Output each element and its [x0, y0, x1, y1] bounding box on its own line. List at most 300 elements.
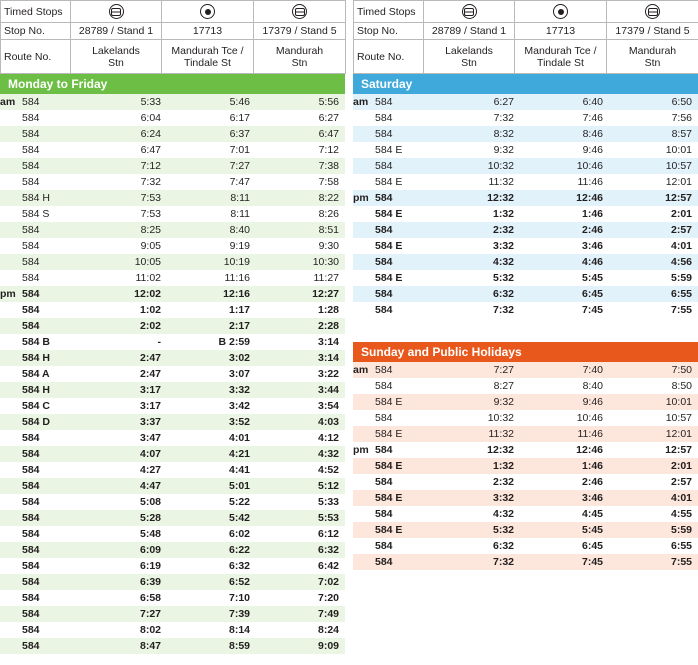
time-cell-1: 5:32	[431, 522, 520, 538]
ampm-cell	[0, 158, 22, 174]
ampm-cell: am	[353, 362, 375, 378]
stop-name-3: Mandurah Stn	[254, 40, 346, 74]
ampm-cell: pm	[353, 442, 375, 458]
route-number-cell: 584	[375, 190, 431, 206]
time-cell-2: 12:46	[520, 442, 609, 458]
stop-icon-cell-1	[71, 1, 162, 23]
route-number-cell: 584	[22, 110, 78, 126]
ampm-cell: pm	[353, 190, 375, 206]
route-number-cell: 584 E	[375, 426, 431, 442]
route-number-cell: 584	[22, 590, 78, 606]
ampm-cell	[0, 126, 22, 142]
ampm-cell	[353, 474, 375, 490]
stop-no-2: 17713	[162, 23, 254, 40]
timetable-row	[0, 158, 345, 174]
time-cell-3: 7:20	[256, 590, 345, 606]
time-cell-1: 2:32	[431, 474, 520, 490]
route-number-cell: 584 H	[22, 350, 78, 366]
time-cell-1: 5:33	[78, 94, 167, 110]
time-cell-2: 4:01	[167, 430, 256, 446]
timetable-row	[353, 206, 698, 222]
ampm-cell	[0, 574, 22, 590]
stop-no-2: 17713	[515, 23, 607, 40]
time-cell-3: 12:01	[609, 426, 698, 442]
stop-icon-cell-2	[162, 1, 254, 23]
time-cell-3: 9:09	[256, 638, 345, 654]
ampm-cell	[0, 542, 22, 558]
time-cell-2: 3:07	[167, 366, 256, 382]
timetable-row	[353, 394, 698, 410]
route-number-cell: 584	[22, 462, 78, 478]
time-cell-3: 8:51	[256, 222, 345, 238]
timetable-row	[0, 142, 345, 158]
stop-icon-cell-2	[515, 1, 607, 23]
route-no-label: Route No.	[1, 40, 71, 74]
ampm-cell	[353, 270, 375, 286]
time-cell-1: 7:32	[431, 554, 520, 570]
timetable-row	[353, 554, 698, 570]
time-cell-3: 12:57	[609, 442, 698, 458]
route-number-cell: 584 C	[22, 398, 78, 414]
time-cell-2: 1:17	[167, 302, 256, 318]
timetable-row	[0, 526, 345, 542]
time-cell-3: 8:22	[256, 190, 345, 206]
time-cell-2: 7:27	[167, 158, 256, 174]
time-cell-1: 10:32	[431, 410, 520, 426]
route-number-cell: 584 H	[22, 382, 78, 398]
timetable-row	[353, 426, 698, 442]
time-cell-1: 6:24	[78, 126, 167, 142]
time-cell-1: 1:32	[431, 458, 520, 474]
time-cell-2: 3:42	[167, 398, 256, 414]
time-cell-3: 6:55	[609, 286, 698, 302]
ampm-cell	[0, 334, 22, 350]
ampm-cell	[0, 174, 22, 190]
time-cell-3: 4:03	[256, 414, 345, 430]
time-cell-3: 12:01	[609, 174, 698, 190]
time-cell-3: 4:12	[256, 430, 345, 446]
timetable-row	[0, 174, 345, 190]
timetable-row	[353, 190, 698, 206]
time-cell-2: 7:46	[520, 110, 609, 126]
time-cell-2: 11:16	[167, 270, 256, 286]
time-cell-2: 6:17	[167, 110, 256, 126]
time-cell-3: 6:50	[609, 94, 698, 110]
time-cell-3: 5:59	[609, 270, 698, 286]
timetable-row	[353, 458, 698, 474]
route-number-cell: 584	[375, 158, 431, 174]
time-cell-2: 1:46	[520, 458, 609, 474]
route-number-cell: 584	[22, 494, 78, 510]
time-cell-3: 2:01	[609, 206, 698, 222]
time-cell-1: 2:47	[78, 350, 167, 366]
ampm-cell	[353, 126, 375, 142]
timetable-row	[353, 222, 698, 238]
route-number-cell: 584	[22, 478, 78, 494]
route-number-cell: 584	[22, 638, 78, 654]
ampm-cell	[353, 378, 375, 394]
time-cell-2: 6:40	[520, 94, 609, 110]
time-cell-1: 9:32	[431, 142, 520, 158]
route-number-cell: 584 E	[375, 270, 431, 286]
time-cell-1: 6:47	[78, 142, 167, 158]
route-number-cell: 584	[22, 270, 78, 286]
timetable-row	[0, 382, 345, 398]
ampm-cell	[353, 206, 375, 222]
timetable-row	[0, 110, 345, 126]
time-cell-3: 12:57	[609, 190, 698, 206]
ampm-cell	[0, 398, 22, 414]
route-number-cell: 584 E	[375, 142, 431, 158]
time-cell-2: 7:39	[167, 606, 256, 622]
route-number-cell: 584	[375, 506, 431, 522]
timetable-row	[353, 94, 698, 110]
time-cell-1: 5:32	[431, 270, 520, 286]
route-number-cell: 584	[22, 286, 78, 302]
timetable-row	[353, 538, 698, 554]
route-number-cell: 584	[375, 538, 431, 554]
timetable-row	[353, 158, 698, 174]
route-number-cell: 584 S	[22, 206, 78, 222]
time-cell-3: 4:32	[256, 446, 345, 462]
time-cell-3: 6:32	[256, 542, 345, 558]
route-number-cell: 584	[22, 142, 78, 158]
stop-icon-cell-1	[424, 1, 515, 23]
timetable-row	[353, 254, 698, 270]
ampm-cell	[353, 426, 375, 442]
route-number-cell: 584 E	[375, 206, 431, 222]
time-cell-1: 10:05	[78, 254, 167, 270]
time-cell-3: 7:55	[609, 554, 698, 570]
time-cell-1: 6:04	[78, 110, 167, 126]
weekday-timetable	[0, 94, 345, 654]
ampm-cell	[353, 286, 375, 302]
ampm-cell	[353, 158, 375, 174]
time-cell-3: 12:27	[256, 286, 345, 302]
time-cell-1: 7:53	[78, 190, 167, 206]
time-cell-2: 10:46	[520, 158, 609, 174]
time-cell-3: 8:26	[256, 206, 345, 222]
time-cell-3: 6:55	[609, 538, 698, 554]
timetable-row	[353, 522, 698, 538]
time-cell-1: 4:27	[78, 462, 167, 478]
time-cell-3: 5:53	[256, 510, 345, 526]
time-cell-2: 7:47	[167, 174, 256, 190]
bus-station-icon	[645, 4, 660, 19]
ampm-cell	[353, 522, 375, 538]
time-cell-1: 3:37	[78, 414, 167, 430]
timetable-row	[0, 126, 345, 142]
timetable-row	[353, 490, 698, 506]
time-cell-1: 5:28	[78, 510, 167, 526]
ampm-cell	[353, 142, 375, 158]
route-number-cell: 584	[22, 222, 78, 238]
time-cell-2: 9:46	[520, 142, 609, 158]
time-cell-1: 7:27	[78, 606, 167, 622]
time-cell-1: 2:02	[78, 318, 167, 334]
time-cell-1: 4:47	[78, 478, 167, 494]
route-number-cell: 584	[375, 94, 431, 110]
stop-no-1: 28789 / Stand 1	[71, 23, 162, 40]
time-cell-3: 8:24	[256, 622, 345, 638]
ampm-cell: am	[353, 94, 375, 110]
timetable-row	[0, 622, 345, 638]
time-cell-2: 4:21	[167, 446, 256, 462]
time-cell-1: 8:32	[431, 126, 520, 142]
time-cell-1: 3:17	[78, 382, 167, 398]
time-cell-3: 1:28	[256, 302, 345, 318]
route-number-cell: 584	[22, 254, 78, 270]
time-cell-3: 4:56	[609, 254, 698, 270]
time-cell-3: 6:27	[256, 110, 345, 126]
route-number-cell: 584	[22, 446, 78, 462]
time-cell-2: 12:16	[167, 286, 256, 302]
time-cell-3: 2:28	[256, 318, 345, 334]
ampm-cell	[0, 318, 22, 334]
timetable-row	[0, 302, 345, 318]
time-cell-3: 3:22	[256, 366, 345, 382]
ampm-cell	[353, 302, 375, 318]
ampm-cell	[353, 254, 375, 270]
ampm-cell	[353, 394, 375, 410]
route-number-cell: 584 E	[375, 174, 431, 190]
ampm-cell	[353, 410, 375, 426]
time-cell-3: 5:59	[609, 522, 698, 538]
time-cell-2: 8:40	[167, 222, 256, 238]
time-cell-1: 3:32	[431, 490, 520, 506]
time-cell-1: 6:39	[78, 574, 167, 590]
ampm-cell	[0, 510, 22, 526]
timetable-row	[0, 574, 345, 590]
stop-name-1: Lakelands Stn	[424, 40, 515, 74]
time-cell-2: 8:40	[520, 378, 609, 394]
timetable-row	[353, 174, 698, 190]
route-number-cell: 584	[22, 158, 78, 174]
time-cell-3: 4:55	[609, 506, 698, 522]
route-number-cell: 584	[22, 510, 78, 526]
time-cell-1: 6:19	[78, 558, 167, 574]
route-number-cell: 584	[375, 126, 431, 142]
time-cell-3: 2:57	[609, 474, 698, 490]
route-number-cell: 584	[375, 302, 431, 318]
header-table-left	[0, 0, 346, 74]
time-cell-2: 8:14	[167, 622, 256, 638]
time-cell-2: 4:46	[520, 254, 609, 270]
weekend-column	[353, 0, 698, 570]
time-cell-1: 8:25	[78, 222, 167, 238]
time-cell-1: 5:08	[78, 494, 167, 510]
route-number-cell: 584	[375, 286, 431, 302]
timetable-row	[0, 558, 345, 574]
time-cell-3: 3:44	[256, 382, 345, 398]
timetable-row	[0, 94, 345, 110]
time-cell-2: 6:45	[520, 538, 609, 554]
ampm-cell	[0, 222, 22, 238]
ampm-cell	[0, 526, 22, 542]
header-table-right	[353, 0, 698, 74]
route-number-cell: 584	[22, 302, 78, 318]
time-cell-2: 5:45	[520, 270, 609, 286]
route-number-cell: 584	[22, 174, 78, 190]
time-cell-1: 7:32	[431, 110, 520, 126]
time-cell-2: 9:19	[167, 238, 256, 254]
timetable-row	[0, 222, 345, 238]
timetable-row	[353, 474, 698, 490]
ampm-cell	[353, 174, 375, 190]
time-cell-3: 7:50	[609, 362, 698, 378]
time-cell-2: 8:11	[167, 190, 256, 206]
timetable-row	[0, 318, 345, 334]
time-cell-2: 6:22	[167, 542, 256, 558]
route-number-cell: 584	[22, 542, 78, 558]
timetable-row	[0, 542, 345, 558]
time-cell-2: 5:46	[167, 94, 256, 110]
ampm-cell	[353, 506, 375, 522]
time-cell-3: 6:47	[256, 126, 345, 142]
timed-stops-label: Timed Stops	[1, 1, 71, 23]
timetable-row	[0, 286, 345, 302]
ampm-cell	[0, 110, 22, 126]
time-cell-2: 8:59	[167, 638, 256, 654]
timetable-row	[0, 414, 345, 430]
section-spacer	[353, 318, 698, 342]
time-cell-1: 7:53	[78, 206, 167, 222]
ampm-cell: am	[0, 94, 22, 110]
timetable-row	[0, 430, 345, 446]
timetable-row	[353, 238, 698, 254]
time-cell-1: 3:17	[78, 398, 167, 414]
time-cell-2: 7:10	[167, 590, 256, 606]
timetable-row	[0, 590, 345, 606]
ampm-cell	[0, 270, 22, 286]
time-cell-3: 7:55	[609, 302, 698, 318]
time-cell-1: 5:48	[78, 526, 167, 542]
ampm-cell	[353, 222, 375, 238]
ampm-cell	[0, 350, 22, 366]
time-cell-2: 5:42	[167, 510, 256, 526]
route-number-cell: 584	[375, 362, 431, 378]
route-number-cell: 584	[22, 318, 78, 334]
ampm-cell	[353, 110, 375, 126]
route-number-cell: 584	[22, 430, 78, 446]
time-cell-3: 9:30	[256, 238, 345, 254]
timetable-row	[0, 206, 345, 222]
ampm-cell	[353, 538, 375, 554]
timetable-row	[0, 238, 345, 254]
route-number-cell: 584	[375, 410, 431, 426]
time-cell-2: 12:46	[520, 190, 609, 206]
saturday-timetable	[353, 94, 698, 318]
time-cell-2: B 2:59	[167, 334, 256, 350]
time-cell-1: 8:27	[431, 378, 520, 394]
timetable-row	[0, 334, 345, 350]
timetable-row	[353, 126, 698, 142]
time-cell-1: 12:32	[431, 442, 520, 458]
time-cell-2: 3:32	[167, 382, 256, 398]
timetable-row	[353, 506, 698, 522]
time-cell-1: 1:32	[431, 206, 520, 222]
time-cell-3: 7:02	[256, 574, 345, 590]
time-cell-2: 8:46	[520, 126, 609, 142]
time-cell-1: 7:32	[431, 302, 520, 318]
ampm-cell: pm	[0, 286, 22, 302]
route-number-cell: 584	[375, 254, 431, 270]
time-cell-2: 2:17	[167, 318, 256, 334]
time-cell-2: 3:02	[167, 350, 256, 366]
time-cell-3: 10:01	[609, 394, 698, 410]
ampm-cell	[0, 462, 22, 478]
stop-no-label: Stop No.	[1, 23, 71, 40]
timing-point-icon	[553, 4, 568, 19]
timetable-row	[0, 510, 345, 526]
bus-station-icon	[462, 4, 477, 19]
timetable-row	[0, 398, 345, 414]
ampm-cell	[0, 302, 22, 318]
timetable-row	[353, 110, 698, 126]
timetable-row	[0, 446, 345, 462]
time-cell-2: 6:32	[167, 558, 256, 574]
route-number-cell: 584	[375, 442, 431, 458]
time-cell-1: 3:47	[78, 430, 167, 446]
time-cell-2: 7:45	[520, 302, 609, 318]
time-cell-2: 5:22	[167, 494, 256, 510]
time-cell-1: 9:05	[78, 238, 167, 254]
time-cell-3: 10:57	[609, 158, 698, 174]
time-cell-3: 5:56	[256, 94, 345, 110]
time-cell-3: 3:14	[256, 334, 345, 350]
time-cell-3: 10:30	[256, 254, 345, 270]
time-cell-1: 4:07	[78, 446, 167, 462]
time-cell-2: 10:19	[167, 254, 256, 270]
ampm-cell	[353, 238, 375, 254]
timetable-row	[353, 410, 698, 426]
ampm-cell	[0, 638, 22, 654]
time-cell-2: 4:45	[520, 506, 609, 522]
time-cell-1: 7:12	[78, 158, 167, 174]
route-number-cell: 584	[22, 558, 78, 574]
time-cell-3: 4:52	[256, 462, 345, 478]
time-cell-1: 6:27	[431, 94, 520, 110]
ampm-cell	[0, 382, 22, 398]
route-number-cell: 584 E	[375, 238, 431, 254]
time-cell-1: 1:02	[78, 302, 167, 318]
timetable-row	[0, 270, 345, 286]
ampm-cell	[0, 494, 22, 510]
time-cell-2: 3:46	[520, 490, 609, 506]
route-number-cell: 584	[22, 94, 78, 110]
time-cell-2: 1:46	[520, 206, 609, 222]
route-number-cell: 584	[22, 574, 78, 590]
timetable-row	[353, 142, 698, 158]
time-cell-3: 10:57	[609, 410, 698, 426]
time-cell-3: 7:38	[256, 158, 345, 174]
time-cell-3: 8:50	[609, 378, 698, 394]
time-cell-3: 2:01	[609, 458, 698, 474]
time-cell-3: 5:12	[256, 478, 345, 494]
route-number-cell: 584	[375, 378, 431, 394]
time-cell-3: 2:57	[609, 222, 698, 238]
ampm-cell	[0, 254, 22, 270]
timetable-row	[0, 190, 345, 206]
time-cell-3: 3:54	[256, 398, 345, 414]
time-cell-3: 7:58	[256, 174, 345, 190]
time-cell-2: 5:01	[167, 478, 256, 494]
time-cell-1: 7:32	[78, 174, 167, 190]
timetable-row	[353, 302, 698, 318]
timetable-row	[0, 606, 345, 622]
route-number-cell: 584	[22, 622, 78, 638]
time-cell-1: 6:09	[78, 542, 167, 558]
